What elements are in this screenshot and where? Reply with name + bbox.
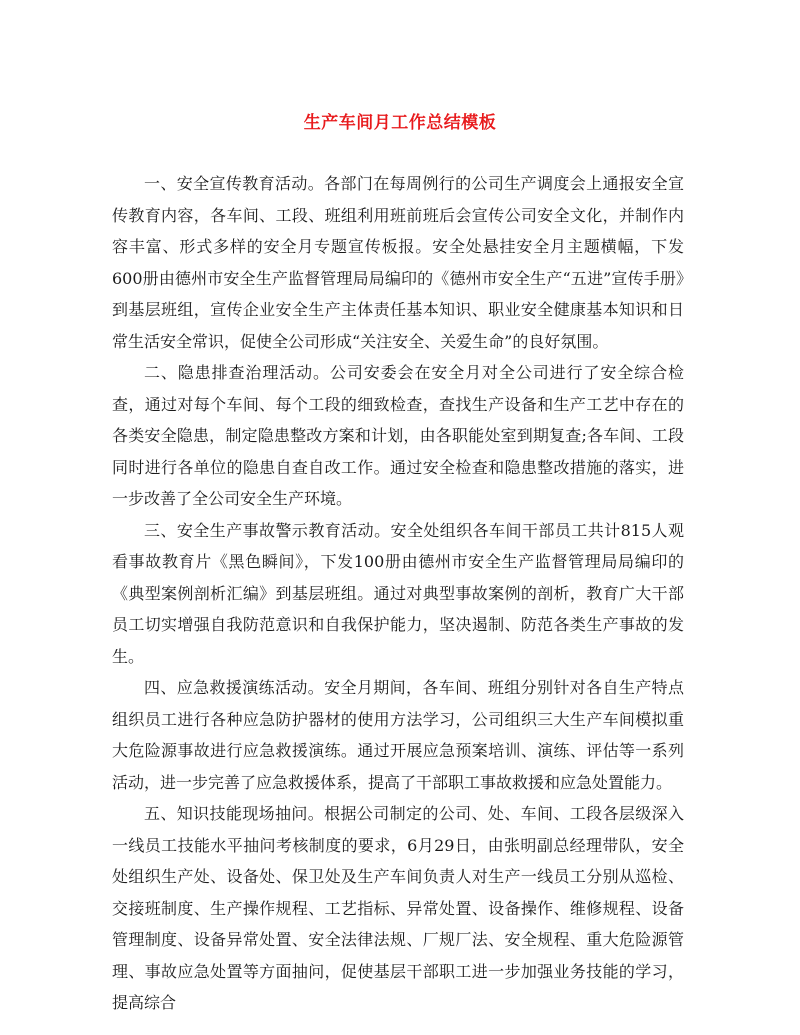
paragraph-accident-warning: 三、安全生产事故警示教育活动。安全处组织各车间干部员工共计815人观看事故教育片《黑色瞬间》，下发100册由德州市安全生产监督管理局局编印的《典型案例剖析汇编》到基层班组。通过对典型事故案例的剖析，教育广大干部员工切实增强自我防范意识和自我保护能力，坚决遏制、防范各类生产事故的发生。 <box>112 520 684 666</box>
paragraph-skills-check: 五、知识技能现场抽问。根据公司制定的公司、处、车间、工段各层级深入一线员工技能水平抽问考核制度的要求，6月29日，由张明副总经理带队，安全处组织生产处、设备处、保卫处及生产车间负责人对生产一线员工分别从巡检、交接班制度、生产操作规程、工艺指标、异常处置、设备操作、维修规程、设备管理制度、设备异常处置、安全法律法规、厂规厂法、安全规程、重大危险源管理、事故应急处置等方面抽问，促使基层干部职工进一步加强业务技能的学习，提高综合 <box>112 804 684 1012</box>
paragraph-emergency-drill: 四、应急救援演练活动。安全月期间，各车间、班组分别针对各自生产特点组织员工进行各种应急防护器材的使用方法学习，公司组织三大生产车间模拟重大危险源事故进行应急救援演练。通过开展应急预案培训、演练、评估等一系列活动，进一步完善了应急救援体系，提高了干部职工事故救援和应急处置能力。 <box>112 678 684 792</box>
document-title: 生产车间月工作总结模板 <box>303 113 497 133</box>
paragraph-safety-publicity: 一、安全宣传教育活动。各部门在每周例行的公司生产调度会上通报安全宣传教育内容，各车间、工段、班组利用班前班后会宣传公司安全文化，并制作内容丰富、形式多样的安全月专题宣传板报。安全处悬挂安全月主题横幅，下发600册由德州市安全生产监督管理局局编印的《德州市安全生产“五进”宣传手册》到基层班组，宣传企业安全生产主体责任基本知识、职业安全健康基本知识和日常生活安全常识，促使全公司形成“关注安全、关爱生命”的良好氛围。 <box>112 174 684 351</box>
document-body <box>112 168 684 1019</box>
paragraph-hazard-inspection: 二、隐患排查治理活动。公司安委会在安全月对全公司进行了安全综合检查，通过对每个车间、每个工段的细致检查，查找生产设备和生产工艺中存在的各类安全隐患，制定隐患整改方案和计划，由各职能处室到期复查;各车间、工段同时进行各单位的隐患自查自改工作。通过安全检查和隐患整改措施的落实，进一步改善了全公司安全生产环境。 <box>112 363 684 508</box>
